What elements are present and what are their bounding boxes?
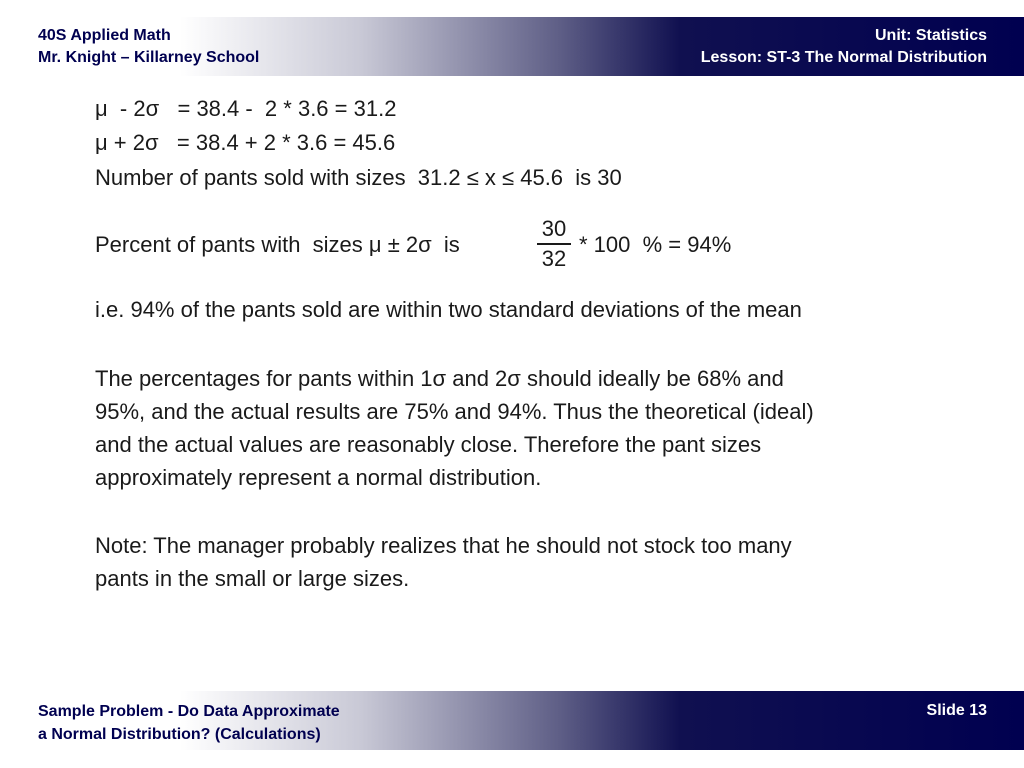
footer-bar [0,691,1024,750]
percent-suffix: * 100 % = 94% [579,232,732,257]
note-paragraph: Note: The manager probably realizes that he should not stock too many pants in the small or large sizes. [95,533,792,591]
slide-number: Slide 13 [926,702,987,719]
course-title: 40S Applied Math [38,27,171,44]
unit-title: Unit: Statistics [874,27,987,44]
footer-title-line2: a Normal Distribution? (Calculations) [38,726,321,743]
fraction-bar [537,243,571,245]
fraction [537,216,571,272]
footer-left [38,700,340,746]
header-bar [0,17,1024,76]
mu-minus-2sigma-line: μ - 2σ = 38.4 - 2 * 3.6 = 31.2 [95,96,397,121]
mu-plus-2sigma-line: μ + 2σ = 38.4 + 2 * 3.6 = 45.6 [95,130,396,155]
percent-prefix: Percent of pants with sizes μ ± 2σ is [95,232,460,257]
footer-right [927,700,987,722]
fraction-numerator: 30 [541,216,567,241]
lesson-title: Lesson: ST-3 The Normal Distribution [700,49,987,66]
ie-line: i.e. 94% of the pants sold are within two standard deviations of the mean [95,297,802,322]
count-line: Number of pants sold with sizes 31.2 ≤ x ≤ 45.6 is 30 [95,165,622,190]
fraction-denominator: 32 [541,246,567,271]
header-right [701,25,987,69]
conclusion-paragraph: The percentages for pants within 1σ and 2σ should ideally be 68% and 95%, and the actual results are 75% and 94%. Thus the theoretical (ideal) and the actual values are reasonably close. Therefore the pant sizes approximately represent a normal distribution. [95,366,814,490]
teacher-name: Mr. Knight – Killarney School [38,49,260,66]
header-left [38,25,259,69]
footer-title-line1: Sample Problem - Do Data Approximate [38,703,340,720]
